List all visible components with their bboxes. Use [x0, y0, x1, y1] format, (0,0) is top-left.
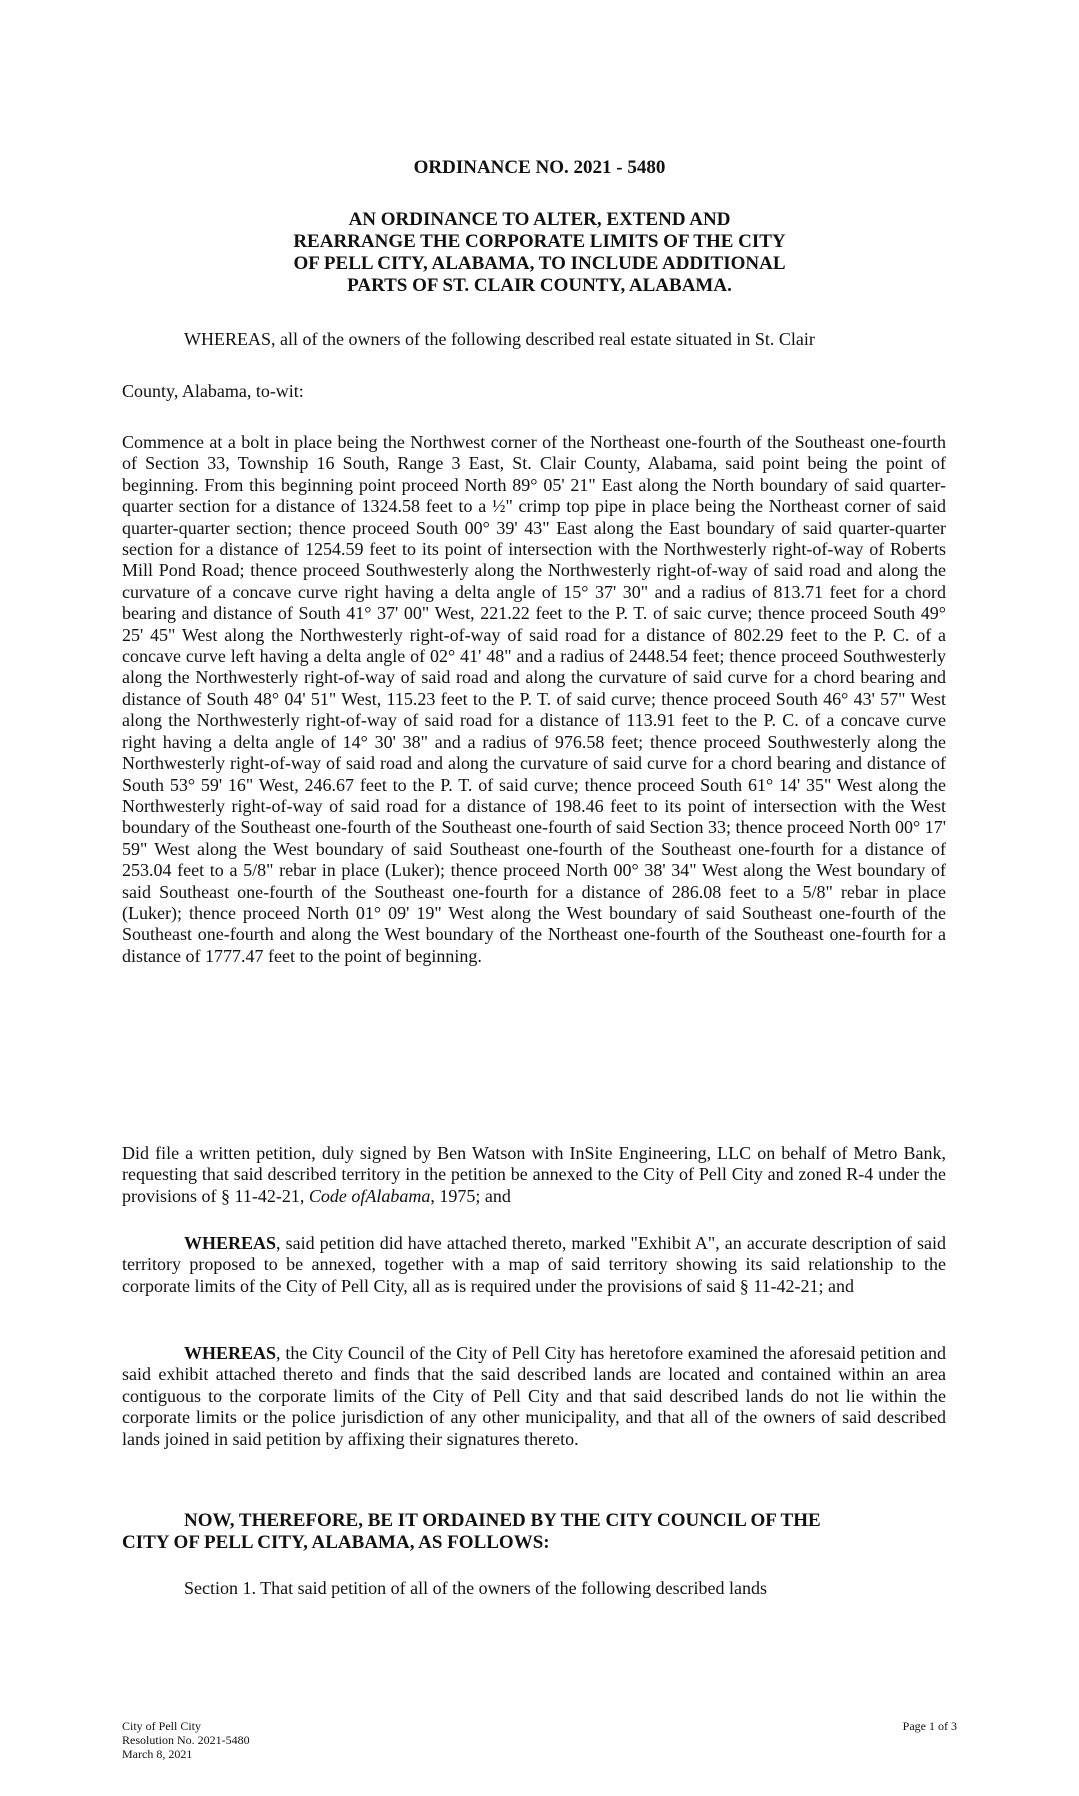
footer-line: March 8, 2021	[122, 1747, 193, 1761]
ordained-line: NOW, THEREFORE, BE IT ORDAINED BY THE CITY COUNCIL OF THE	[184, 1510, 821, 1531]
legal-description: Commence at a bolt in place being the Northwest corner of the Northeast one-fourth of the Southeast one-fourth of Section 33, Township 16 South, Range 3 East, St. Clair County, Alabama, said point being the point of beginning. From this beginning point proceed North 89° 05' 21" East along the North boundary of said quarter-quarter section for a distance of 1324.58 feet to a ½" crimp top pipe in place being the Northeast corner of said quarter-quarter section; thence proceed South 00° 39' 43" East along the East boundary of said quarter-quarter section for a distance of 1254.59 feet to its point of intersection with the Northwesterly right-of-way of Roberts Mill Pond Road; thence proceed Southwesterly along the Northwesterly right-of-way of said road and along the curvature of a concave curve right having a delta angle of 15° 37' 30" and a radius of 813.71 feet for a chord bearing and distance of South 41° 37' 00" West, 221.22 feet to the P. T. of saic curve; thence proceed South 49° 25' 45" West along the Northwesterly right-of-way of said road for a distance of 802.29 feet to the P. C. of a concave curve left having a delta angle of 02° 41' 48" and a radius of 2448.54 feet; thence proceed Southwesterly along the Northwesterly right-of-way of said road and along the curvature of said curve for a chord bearing and distance of South 48° 04' 51" West, 115.23 feet to the P. T. of said curve; thence proceed South 46° 43' 57" West along the Northwesterly right-of-way of said road for a distance of 113.91 feet to the P. C. of a concave curve right having a delta angle of 14° 30' 38" and a radius of 976.58 feet; thence proceed Southwesterly along the Northwesterly right-of-way of said road and along the curvature of said curve for a chord bearing and distance of South 53° 59' 16" West, 246.67 feet to the P. T. of said curve; thence proceed South 61° 14' 35" West along the Northwesterly right-of-way of said road for a distance of 198.46 feet to its point of intersection with the West boundary of the Southeast one-fourth of the Southeast one-fourth of said Section 33; thence proceed North 00° 17' 59" West along the West boundary of said Southeast one-fourth of the Southeast one-fourth for a distance of 253.04 feet to a 5/8" rebar in place (Luker); thence proceed North 00° 38' 34" West along the West boundary of said Southeast one-fourth of the Southeast one-fourth for a distance of 286.08 feet to a 5/8" rebar in place (Luker); thence proceed North 01° 09' 19" West along the West boundary of said Southeast one-fourth of the Southeast one-fourth and along the West boundary of the Northeast one-fourth of the Southeast one-fourth for a distance of 1777.47 feet to the point of beginning.	[122, 432, 946, 966]
footer-line: City of Pell City	[122, 1719, 202, 1733]
ordinance-number: ORDINANCE NO. 2021 - 5480	[413, 157, 666, 178]
whereas-council-paragraph	[122, 1343, 946, 1450]
footer-reference	[122, 1719, 250, 1761]
petition-text: Did file a written petition, duly signed by Ben Watson with InSite Engineering, LLC on behalf of Metro Bank, requesting that said described territory in the petition be annexed to the City of Pell City and zoned R-4 under the provisions of § 11-42-21,	[122, 1143, 946, 1206]
title-line: PARTS OF ST. CLAIR COUNTY, ALABAMA.	[347, 275, 732, 296]
whereas-intro: WHEREAS, all of the owners of the following described real estate situated in St. Clair	[184, 329, 815, 349]
whereas-lead: WHEREAS	[184, 1343, 277, 1363]
whereas-text: , said petition did have attached thereto, marked "Exhibit A", an accurate description of said territory proposed to be annexed, together with a map of said territory showing its said relationship to the corporate limits of the City of Pell City, all as is required under the provisions of said § 11-42-21; and	[122, 1233, 946, 1296]
ordained-heading	[122, 1510, 946, 1554]
section-1: Section 1. That said petition of all of the owners of the following described lands	[184, 1578, 768, 1598]
code-citation: Code ofAlabama	[308, 1185, 431, 1206]
whereas-exhibit-paragraph	[122, 1233, 946, 1297]
whereas-text: , the City Council of the City of Pell City has heretofore examined the aforesaid petition and said exhibit attached thereto and finds that the said described lands are located and contained within an area contiguous to the corporate limits of the City of Pell City and that said described lands do not lie within the corporate limits or the police jurisdiction of any other municipality, and that all of the owners of said described lands joined in said petition by affixing their signatures thereto.	[122, 1343, 946, 1449]
petition-paragraph	[122, 1143, 946, 1207]
petition-text-end: , 1975; and	[430, 1185, 511, 1206]
page-number: Page 1 of 3	[902, 1719, 957, 1733]
footer-line: Resolution No. 2021-5480	[122, 1733, 250, 1747]
ordained-line: CITY OF PELL CITY, ALABAMA, AS FOLLOWS:	[122, 1532, 550, 1553]
whereas-lead: WHEREAS	[184, 1233, 277, 1253]
title-line: REARRANGE THE CORPORATE LIMITS OF THE CITY	[293, 231, 786, 252]
county-line: County, Alabama, to-wit:	[122, 381, 304, 401]
ordinance-title	[0, 209, 1079, 297]
title-line: AN ORDINANCE TO ALTER, EXTEND AND	[348, 209, 731, 230]
title-line: OF PELL CITY, ALABAMA, TO INCLUDE ADDITIONAL	[293, 253, 786, 274]
